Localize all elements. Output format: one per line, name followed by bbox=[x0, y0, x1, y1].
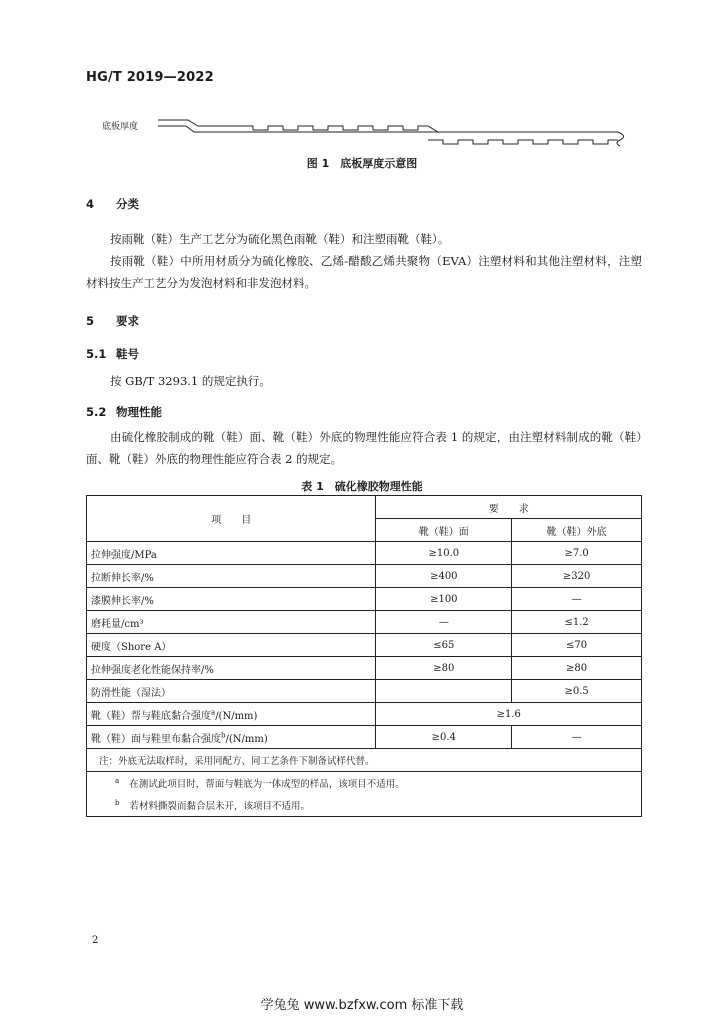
section-5-heading bbox=[86, 313, 139, 329]
site-watermark: 学兔兔 www.bzfxw.com 标准下载 bbox=[260, 998, 464, 1013]
item-unit: /(N/mm) bbox=[225, 733, 268, 745]
footnote-mark: a bbox=[115, 776, 120, 785]
sole-value: — bbox=[512, 588, 642, 611]
item-cell bbox=[87, 726, 376, 749]
paragraph-4-1: 按雨靴（鞋）生产工艺分为硫化黑色雨靴（鞋）和注塑雨靴（鞋）。 bbox=[110, 232, 450, 246]
upper-value: ≥10.0 bbox=[376, 542, 512, 565]
document-id: HG/T 2019—2022 bbox=[86, 70, 214, 85]
footnote-mark: b bbox=[115, 798, 120, 807]
table-row bbox=[87, 542, 642, 565]
table-note: 注：外底无法取样时，采用同配方、同工艺条件下制备试样代替。 bbox=[87, 749, 642, 772]
item-text: 靴（鞋）面与鞋里布黏合强度 bbox=[91, 733, 221, 745]
item-cell: 拉伸强度老化性能保持率/% bbox=[87, 657, 376, 680]
section-number: 5.2 bbox=[86, 405, 107, 419]
figure-caption: 图 1 底板厚度示意图 bbox=[306, 157, 418, 170]
upper-value: ≤65 bbox=[376, 634, 512, 657]
sole-value: ≥7.0 bbox=[512, 542, 642, 565]
item-cell: 磨耗量/cm³ bbox=[87, 611, 376, 634]
table-title: 表 1 硫化橡胶物理性能 bbox=[301, 480, 423, 493]
section-number: 5 bbox=[86, 314, 95, 328]
upper-value: ≥100 bbox=[376, 588, 512, 611]
figure-thickness-label: 底板厚度 bbox=[102, 122, 139, 132]
section-title: 鞋号 bbox=[116, 347, 139, 361]
item-cell: 拉断伸长率/% bbox=[87, 565, 376, 588]
footnote-row bbox=[87, 772, 642, 795]
section-title: 要求 bbox=[116, 314, 139, 328]
table-row bbox=[87, 703, 642, 726]
paragraph-4-2: 按雨靴（鞋）中所用材质分为硫化橡胶、乙烯-醋酸乙烯共聚物（EVA）注塑材料和其他注塑材料，注塑材料按生产工艺分为发泡材料和非发泡材料。 bbox=[86, 254, 642, 290]
section-5-2-heading bbox=[86, 404, 162, 420]
upper-value: — bbox=[376, 611, 512, 634]
section-number: 5.1 bbox=[86, 347, 107, 361]
bond-strength-value: ≥1.6 bbox=[376, 703, 642, 726]
footnote-text: 在测试此项目时，帮面与鞋底为一体成型的样品，该项目不适用。 bbox=[129, 779, 405, 790]
column-header-requirement: 要 求 bbox=[376, 496, 642, 519]
section-4-heading bbox=[86, 196, 139, 212]
footnote-mark: a bbox=[211, 708, 216, 717]
item-text: 靴（鞋）帮与鞋底黏合强度 bbox=[91, 710, 211, 722]
table-row bbox=[87, 634, 642, 657]
column-header-item: 项 目 bbox=[87, 496, 376, 542]
sole-value: ≤70 bbox=[512, 634, 642, 657]
footnote-row bbox=[87, 794, 642, 817]
column-header-upper: 靴（鞋）面 bbox=[376, 519, 512, 542]
table-row bbox=[87, 657, 642, 680]
footnote-text: 若材料撕裂而黏合层未开，该项目不适用。 bbox=[129, 801, 310, 812]
section-title: 物理性能 bbox=[116, 405, 162, 419]
section-5-1-heading bbox=[86, 346, 139, 362]
upper-value: ≥80 bbox=[376, 657, 512, 680]
page-number: 2 bbox=[92, 935, 99, 946]
table-row bbox=[87, 726, 642, 749]
table-row bbox=[87, 565, 642, 588]
item-cell: 拉伸强度/MPa bbox=[87, 542, 376, 565]
table-row bbox=[87, 611, 642, 634]
table-row bbox=[87, 588, 642, 611]
sole-thickness-diagram bbox=[158, 110, 633, 150]
paragraph-5-2: 由硫化橡胶制成的靴（鞋）面、靴（鞋）外底的物理性能应符合表 1 的规定，由注塑材料制成的靴（鞋）面、靴（鞋）外底的物理性能应符合表 2 的规定。 bbox=[86, 430, 642, 466]
item-cell: 漆膜伸长率/% bbox=[87, 588, 376, 611]
sole-value: ≥80 bbox=[512, 657, 642, 680]
sole-value: ≥320 bbox=[512, 565, 642, 588]
footnote-mark: b bbox=[221, 731, 226, 740]
item-cell bbox=[87, 703, 376, 726]
physical-properties-table bbox=[86, 495, 642, 817]
table-note-row bbox=[87, 749, 642, 772]
item-cell: 防滑性能（湿法） bbox=[87, 680, 376, 703]
column-header-sole: 靴（鞋）外底 bbox=[512, 519, 642, 542]
section-number: 4 bbox=[86, 197, 95, 211]
item-unit: /(N/mm) bbox=[215, 710, 258, 722]
paragraph-5-1: 按 GB/T 3293.1 的规定执行。 bbox=[110, 374, 271, 388]
footnote-b bbox=[87, 794, 642, 817]
upper-value: ≥0.4 bbox=[376, 726, 512, 749]
sole-value: ≥0.5 bbox=[512, 680, 642, 703]
item-cell: 硬度（Shore A） bbox=[87, 634, 376, 657]
footnote-a bbox=[87, 772, 642, 795]
sole-value: ≤1.2 bbox=[512, 611, 642, 634]
upper-value: ≥400 bbox=[376, 565, 512, 588]
table-row bbox=[87, 680, 642, 703]
sole-value: — bbox=[512, 726, 642, 749]
section-title: 分类 bbox=[116, 197, 139, 211]
upper-value bbox=[376, 680, 512, 703]
